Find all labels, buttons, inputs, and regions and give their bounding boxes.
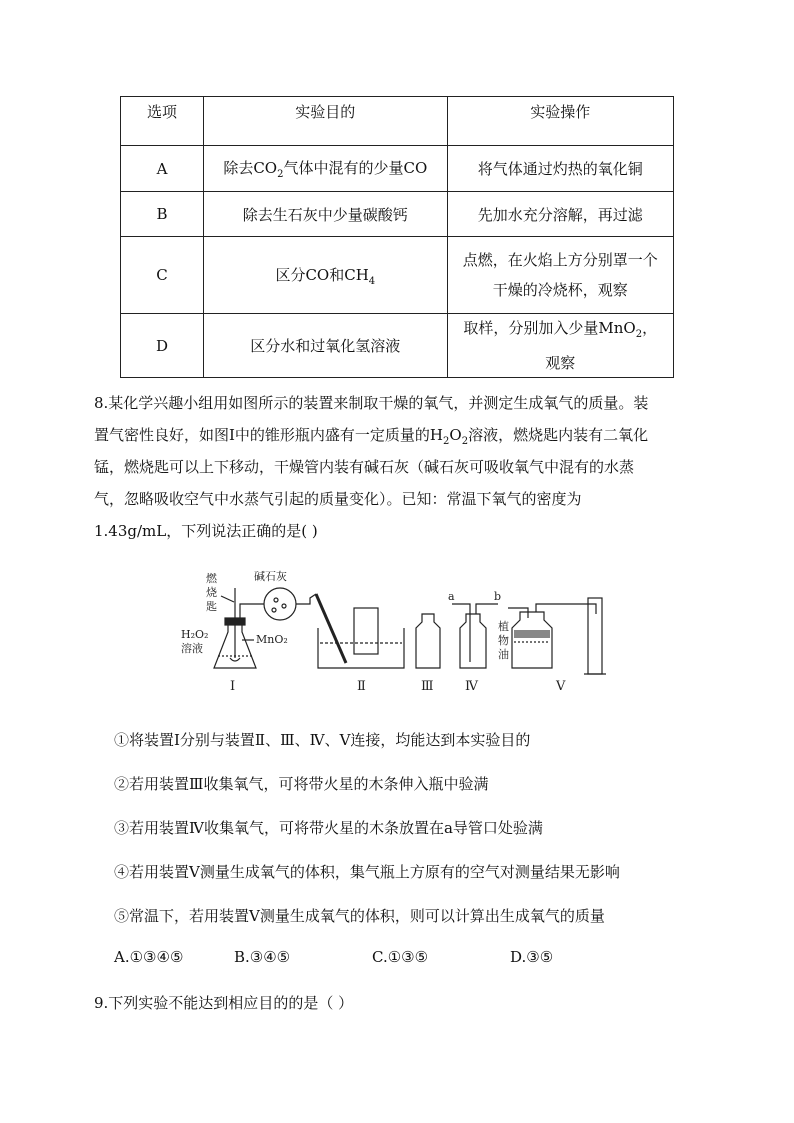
choice-a[interactable]: A.①③④⑤ xyxy=(114,948,184,966)
table-row xyxy=(121,237,674,314)
choice-c[interactable]: C.①③⑤ xyxy=(372,948,429,966)
trough xyxy=(318,628,404,668)
statement-4: ④若用装置Ⅴ测量生成氧气的体积，集气瓶上方原有的空气对测量结果无影响 xyxy=(114,863,620,881)
option-label: C xyxy=(121,237,204,314)
option-label: B xyxy=(121,192,204,237)
tube-in-5 xyxy=(508,608,528,618)
label-h2o2: H₂O₂ xyxy=(181,628,209,641)
label-solution: 溶液 xyxy=(181,642,203,655)
label-spoon-3: 匙 xyxy=(206,600,217,613)
label-spoon-2: 烧 xyxy=(206,586,217,599)
label-mno2: MnO₂ xyxy=(256,633,288,646)
label-spoon-1: 燃 xyxy=(206,572,217,585)
label-oil-3: 油 xyxy=(498,648,509,661)
statement-5: ⑤常温下，若用装置Ⅴ测量生成氧气的体积，则可以计算出生成氧气的质量 xyxy=(114,907,605,925)
bottle-3 xyxy=(416,614,440,668)
header-goal: 实验目的 xyxy=(204,97,447,146)
statement-1: ①将装置Ⅰ分别与装置Ⅱ、Ⅲ、Ⅳ、Ⅴ连接，均能达到本实验目的 xyxy=(114,731,531,749)
apparatus-1 xyxy=(181,569,316,694)
label-app-1: Ⅰ xyxy=(230,679,236,694)
header-operation: 实验操作 xyxy=(447,97,673,146)
goal-cell: 除去$CO_2$气体中混有的少量CO xyxy=(204,146,447,192)
q8-line-2: 置气密性良好，如图Ⅰ中的锥形瓶内盛有一定质量的$H_2O_2$溶液，燃烧匙内装有二氧化 xyxy=(94,426,649,447)
tube-a xyxy=(452,604,470,662)
goal-cell: 除去生石灰中少量碳酸钙 xyxy=(204,192,447,237)
label-app-4: Ⅳ xyxy=(465,679,478,694)
tube-out xyxy=(296,594,316,604)
q8-line-3: 锰，燃烧匙可以上下移动，干燥管内装有碱石灰（碱石灰可吸收氧气中混有的水蒸 xyxy=(94,458,635,476)
operation-cell: 点燃，在火焰上方分别罩一个 干燥的冷烧杯，观察 xyxy=(447,237,673,314)
measuring-cylinder xyxy=(588,598,602,674)
options-table xyxy=(120,96,674,378)
oil-layer xyxy=(514,630,550,638)
option-label: A xyxy=(121,146,204,192)
apparatus-5 xyxy=(498,598,606,694)
label-app-5: Ⅴ xyxy=(556,679,566,694)
goal-cell: 区分CO和$CH_4$ xyxy=(204,237,447,314)
q8-line-5: 1.43g/mL，下列说法正确的是( ) xyxy=(94,522,318,540)
label-oil-2: 物 xyxy=(498,634,509,647)
choice-b[interactable]: B.③④⑤ xyxy=(234,948,291,966)
spoon-pointer xyxy=(221,596,234,602)
bottle-4 xyxy=(460,614,486,668)
q8-line-4: 气，忽略吸收空气中水蒸气引起的质量变化）。已知：常温下氧气的密度为 xyxy=(94,490,582,508)
lime-grain xyxy=(282,604,286,608)
apparatus-3 xyxy=(416,614,440,694)
label-a: a xyxy=(448,590,455,603)
tube-b xyxy=(476,604,498,614)
spoon-cup xyxy=(230,658,240,661)
collecting-bottle-2 xyxy=(354,608,378,654)
apparatus-figure xyxy=(176,568,616,698)
operation-cell: 先加水充分溶解，再过滤 xyxy=(447,192,673,237)
tube-out-5 xyxy=(536,604,596,614)
apparatus-4 xyxy=(448,590,501,694)
goal-cell: 区分水和过氧化氢溶液 xyxy=(204,314,447,378)
lime-grain xyxy=(272,608,276,612)
label-b: b xyxy=(494,590,502,603)
option-label: D xyxy=(121,314,204,378)
delivery-tube xyxy=(316,594,346,663)
operation-cell: 将气体通过灼热的氧化铜 xyxy=(447,146,673,192)
label-oil-1: 植 xyxy=(498,620,509,633)
statement-2: ②若用装置Ⅲ收集氧气，可将带火星的木条伸入瓶中验满 xyxy=(114,775,489,793)
lime-grain xyxy=(274,598,278,602)
drying-tube xyxy=(264,588,296,620)
q8-line-1: 8.某化学兴趣小组用如图所示的装置来制取干燥的氧气，并测定生成氧气的质量。装 xyxy=(94,394,649,412)
q9-line-1: 9.下列实验不能达到相应目的的是（ ） xyxy=(94,994,354,1012)
label-app-2: Ⅱ xyxy=(357,679,366,694)
table-row xyxy=(121,146,674,192)
statement-3: ③若用装置Ⅳ收集氧气，可将带火星的木条放置在a导管口处验满 xyxy=(114,819,543,837)
label-app-3: Ⅲ xyxy=(421,679,434,694)
choice-d[interactable]: D.③⑤ xyxy=(510,948,554,966)
apparatus-2 xyxy=(316,594,404,694)
operation-cell: 取样，分别加入少量MnO$_2$， 观察 xyxy=(447,314,673,378)
label-lime: 碱石灰 xyxy=(254,570,287,583)
table-header-row xyxy=(121,97,674,146)
table-row xyxy=(121,192,674,237)
header-option: 选项 xyxy=(121,97,204,146)
bottle-5 xyxy=(512,612,552,668)
table-row xyxy=(121,314,674,378)
